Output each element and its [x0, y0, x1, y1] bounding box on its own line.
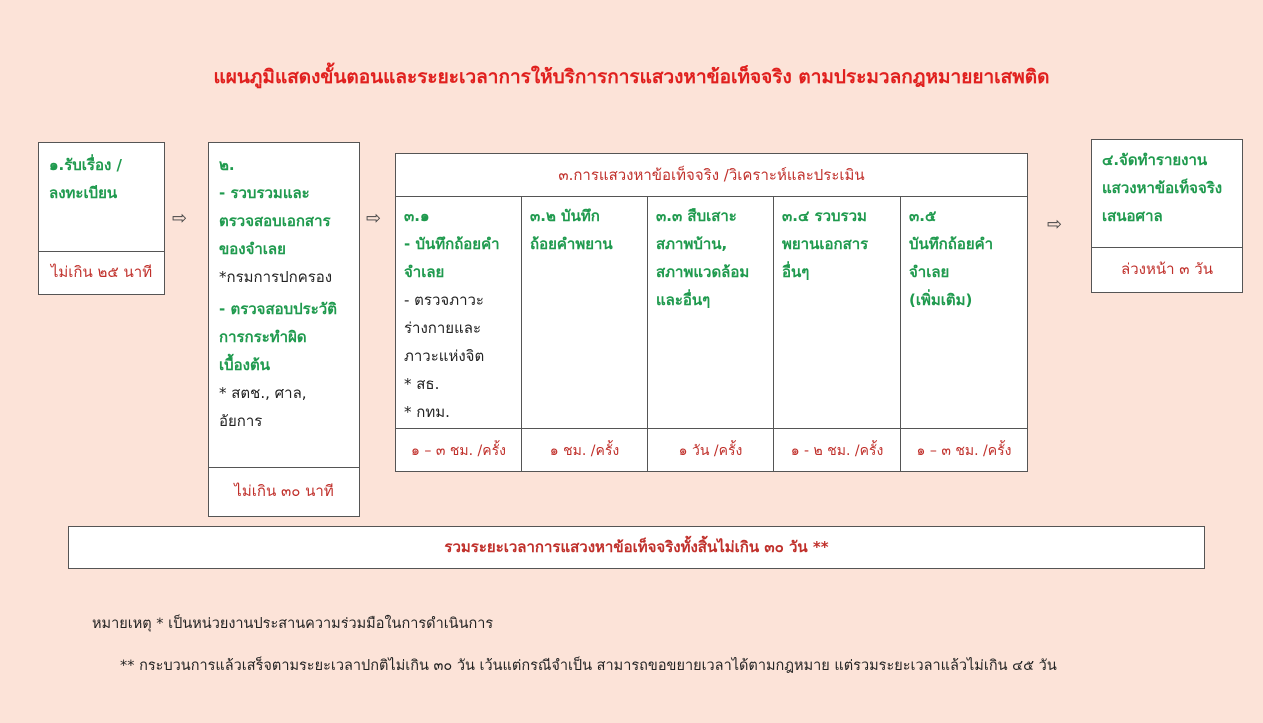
remark-note: ** กระบวนการแล้วเสร็จตามระยะเวลาปกติไม่เกิน ๓๐ วัน เว้นแต่กรณีจำเป็น สามารถขอขยายเวลาได้ตามกฎหมาย แต่รวมระยะเวลาแล้วไม่เกิน ๔๕ วัน: [120, 658, 1057, 674]
sub-step-text: (เพิ่มเติม): [909, 291, 973, 309]
step1-line: ลงทะเบียน: [49, 184, 118, 202]
sub-step-3-4: [774, 196, 901, 429]
step2-heading: ๒.: [219, 156, 235, 174]
step1-box: [38, 142, 165, 295]
sub-step-text: ๓.๔ รวบรวม: [782, 207, 867, 225]
sub-step-note: - ตรวจภาวะ: [404, 291, 484, 309]
step2-item: - รวบรวมและ: [219, 184, 310, 202]
sub-step-text: ๓.๑: [404, 207, 430, 225]
step3-header: ๓.การแสวงหาข้อเท็จจริง /วิเคราะห์และประเมิน: [396, 154, 1027, 197]
sub-step-text: จำเลย: [909, 263, 950, 281]
sub-step-time: ๑ - ๒ ชม. /ครั้ง: [774, 429, 901, 471]
sub-step-3-5: [901, 196, 1027, 429]
step2-item: ตรวจสอบเอกสาร: [219, 212, 331, 230]
sub-step-text: ถ้อยคำพยาน: [530, 235, 613, 253]
sub-step-time: ๑ ชม. /ครั้ง: [522, 429, 648, 471]
step2-box: [208, 142, 360, 517]
step2-note: อัยการ: [219, 412, 263, 430]
sub-step-3-3: [648, 196, 774, 429]
step2-item: - ตรวจสอบประวัติ: [219, 300, 337, 318]
sub-step-text: ๓.๕: [909, 207, 937, 225]
sub-step-time: ๑ – ๓ ชม. /ครั้ง: [396, 429, 522, 471]
sub-step-3-1: [396, 196, 522, 429]
remark-note: หมายเหตุ * เป็นหน่วยงานประสานความร่วมมือในการดำเนินการ: [92, 616, 494, 632]
arrow-icon: ⇨: [172, 208, 188, 229]
step4-line: ๔.จัดทำรายงาน: [1102, 151, 1208, 169]
step2-item: การกระทำผิด: [219, 328, 307, 346]
sub-step-text: พยานเอกสาร: [782, 235, 869, 253]
step2-item: ของจำเลย: [219, 240, 286, 258]
arrow-icon: ⇨: [366, 208, 382, 229]
step4-line: เสนอศาล: [1102, 207, 1163, 225]
sub-step-text: จำเลย: [404, 263, 445, 281]
step2-note: * สตช., ศาล,: [219, 384, 307, 402]
sub-step-text: - บันทึกถ้อยคำ: [404, 235, 500, 253]
chart-title: แผนภูมิแสดงขั้นตอนและระยะเวลาการให้บริการการแสวงหาข้อเท็จจริง ตามประมวลกฎหมายยาเสพติด: [213, 66, 1050, 88]
step3-box: [395, 153, 1028, 472]
sub-step-3-2: [522, 196, 648, 429]
sub-step-text: อื่นๆ: [782, 263, 810, 281]
step2-item: เบื้องต้น: [219, 356, 270, 374]
sub-step-note: * กทม.: [404, 403, 450, 421]
sub-step-text: สภาพแวดล้อม: [656, 263, 750, 281]
total-duration-box: [68, 526, 1205, 569]
step2-note: *กรมการปกครอง: [219, 268, 333, 286]
arrow-icon: ⇨: [1047, 214, 1063, 235]
sub-step-text: ๓.๓ สืบเสาะ: [656, 207, 737, 225]
step4-time: ล่วงหน้า ๓ วัน: [1092, 247, 1242, 292]
step4-box: [1091, 139, 1243, 293]
sub-step-time: ๑ – ๓ ชม. /ครั้ง: [916, 443, 1012, 459]
sub-step-time: ๑ วัน /ครั้ง: [648, 429, 774, 471]
sub-step-note: ภาวะแห่งจิต: [404, 347, 485, 365]
step1-line: ๑.รับเรื่อง /: [49, 156, 123, 174]
step2-time: ไม่เกิน ๓๐ นาที: [209, 467, 359, 516]
sub-step-note: * สธ.: [404, 375, 440, 393]
sub-step-note: ร่างกายและ: [404, 319, 482, 337]
sub-step-text: สภาพบ้าน,: [656, 235, 728, 253]
sub-step-text: ๓.๒ บันทึก: [530, 207, 600, 225]
step4-line: แสวงหาข้อเท็จจริง: [1102, 179, 1223, 197]
total-duration-text: รวมระยะเวลาการแสวงหาข้อเท็จจริงทั้งสิ้นไม่เกิน ๓๐ วัน **: [444, 538, 829, 556]
sub-step-text: บันทึกถ้อยคำ: [909, 235, 994, 253]
sub-step-text: และอื่นๆ: [656, 291, 711, 309]
step1-time: ไม่เกิน ๒๕ นาที: [39, 251, 164, 294]
